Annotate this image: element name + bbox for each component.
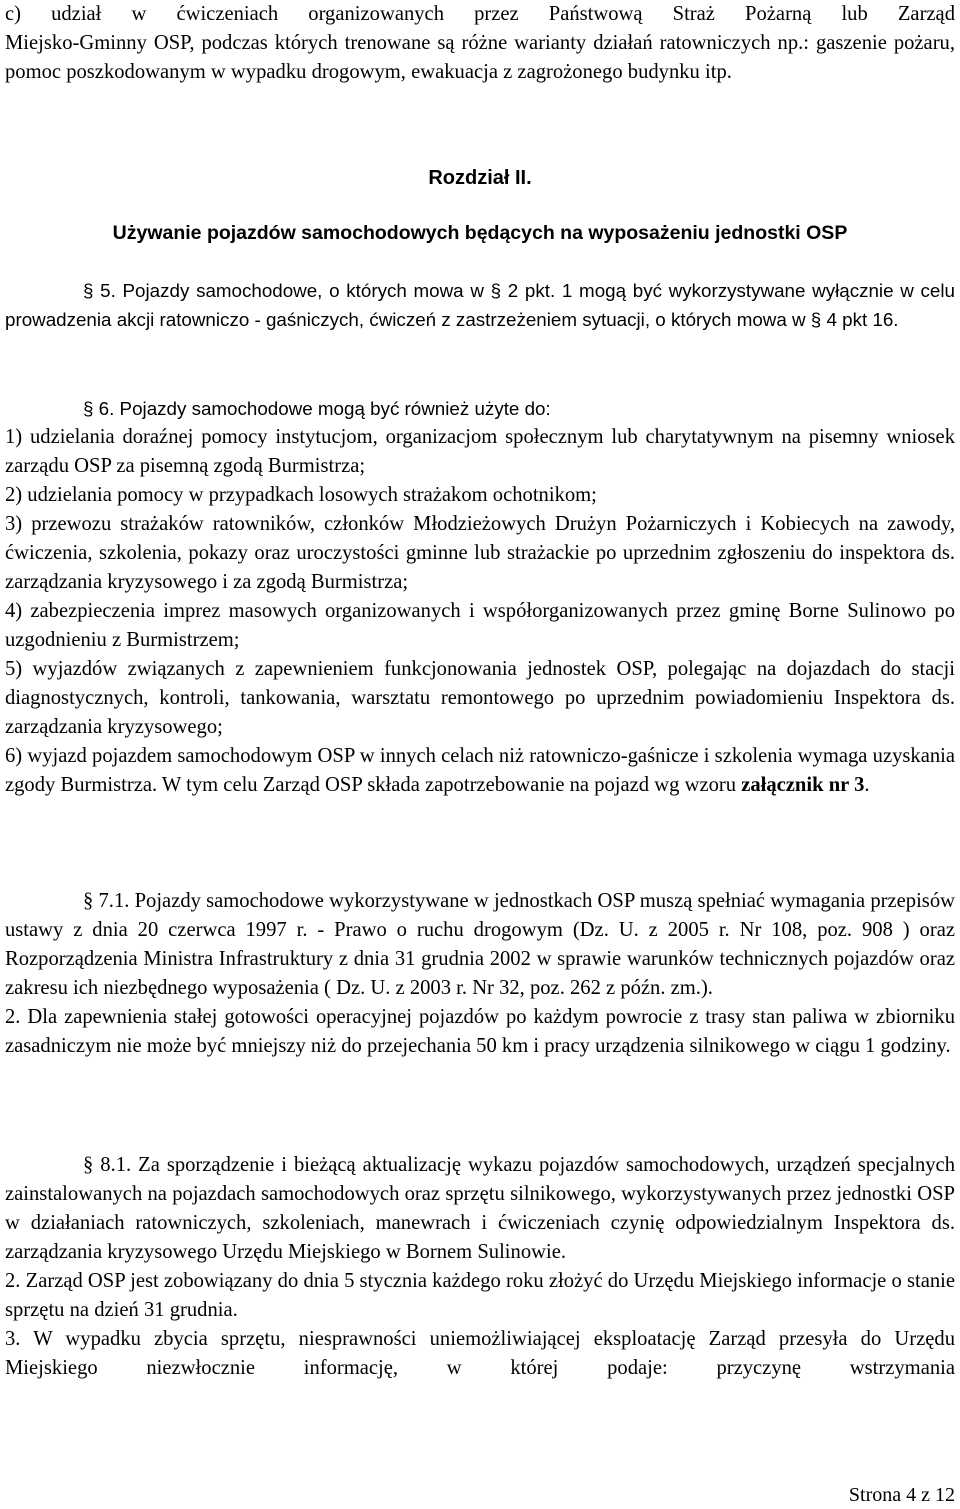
page-number: Strona 4 z 12 (848, 1484, 955, 1506)
section-6-item-3: 3) przewozu strażaków ratowników, członków Młodzieżowych Drużyn Pożarniczych i Kobiecych na zawody, ćwiczenia, szkolenia, pokazy oraz uroczystości gminne lub strażackie po uprzednim zgłoszeniu do inspektora ds. zarządzania kryzysowego i za zgodą Burmistrza; (5, 513, 955, 593)
section-7-point-1: § 7.1. Pojazdy samochodowe wykorzystywane w jednostkach OSP muszą spełniać wymagania przepisów ustawy z dnia 20 czerwca 1997 r. - Prawo o ruchu drogowym (Dz. U. z 2005 r. Nr 108, poz. 908 ) oraz Rozporządzenia Ministra Infrastruktury z dnia 31 grudnia 2002 w sprawie warunków technicznych pojazdów oraz zakresu ich niezbędnego wyposażenia ( Dz. U. z 2003 r. Nr 32, poz. 262 z późn. zm.). (5, 890, 955, 999)
section-6-lead: § 6. Pojazdy samochodowe mogą być również użyte do: (83, 398, 551, 419)
chapter-title: Rozdział II. (428, 167, 532, 189)
section-6 (5, 394, 955, 800)
section-6-item-1: 1) udzielania doraźnej pomocy instytucjom, organizacjom społecznym lub charytatywnym na pisemny wniosek zarządu OSP za pisemną zgodą Burmistrza; (5, 426, 955, 477)
section-7-point-2: 2. Dla zapewnienia stałej gotowości operacyjnej pojazdów po każdym powrocie z trasy stan paliwa w zbiorniku zasadniczym nie może być mniejszy niż do przejechania 50 km i pracy urządzenia silnikowego w ciągu 1 godziny. (5, 1006, 955, 1057)
intro-line-1: c) udział w ćwiczeniach organizowanych przez Państwową Straż Pożarną lub Zarząd (5, 3, 955, 25)
intro-line-rest: Miejsko-Gminny OSP, podczas których trenowane są różne warianty działań ratowniczych np.: gaszenie pożaru, pomoc poszkodowanym w wypadku drogowym, ewakuacja z zagrożonego budynku itp. (5, 32, 955, 83)
chapter-subtitle: Używanie pojazdów samochodowych będących na wyposażeniu jednostki OSP (112, 222, 848, 244)
section-5 (5, 276, 955, 334)
section-8-point-1: § 8.1. Za sporządzenie i bieżącą aktualizację wykazu pojazdów samochodowych, urządzeń specjalnych zainstalowanych na pojazdach samochodowych oraz sprzętu silnikowego, wykorzystywanych przez jednostki OSP w działaniach ratowniczych, szkoleniach, manewrach i ćwiczeniach czynię odpowiedzialnym Inspektora ds. zarządzania kryzysowego Urzędu Miejskiego w Bornem Sulinowie. (5, 1154, 955, 1263)
document-page (5, 0, 955, 1379)
section-8-point-2: 2. Zarząd OSP jest zobowiązany do dnia 5 stycznia każdego roku złożyć do Urzędu Miejskiego informacje o stanie sprzętu na dzień 31 grudnia. (5, 1270, 955, 1321)
section-6-item-6-end: . (864, 774, 870, 796)
section-8-point-3: 3. W wypadku zbycia sprzętu, niesprawności uniemożliwiającej eksploatację Zarząd przesyła do Urzędu Miejskiego niezwłocznie informację, w której podaje: przyczynę wstrzymania (5, 1328, 955, 1379)
attachment-reference: załącznik nr 3 (741, 774, 865, 796)
section-6-item-6-text: 6) wyjazd pojazdem samochodowym OSP w innych celach niż ratowniczo-gaśnicze i szkolenia wymaga uzyskania zgody Burmistrza. W tym celu Zarząd OSP składa zapotrzebowanie na pojazd wg wzoru (5, 745, 955, 796)
section-8 (5, 1151, 955, 1383)
section-6-item-5: 5) wyjazdów związanych z zapewnieniem funkcjonowania jednostek OSP, polegając na dojazdach do stacji diagnostycznych, kontroli, tankowania, warsztatu remontowego po uprzednim powiadomieniu Inspektora ds. zarządzania kryzysowego; (5, 658, 955, 738)
section-7 (5, 887, 955, 1061)
section-6-item-2: 2) udzielania pomocy w przypadkach losowych strażakom ochotnikom; (5, 484, 597, 506)
section-6-item-4: 4) zabezpieczenia imprez masowych organizowanych i współorganizowanych przez gminę Borne Sulinowo po uzgodnieniu z Burmistrzem; (5, 600, 955, 651)
section-5-text: § 5. Pojazdy samochodowe, o których mowa w § 2 pkt. 1 mogą być wykorzystywane wyłącznie w celu prowadzenia akcji ratowniczo - gaśniczych, ćwiczeń z zastrzeżeniem sytuacji, o których mowa w § 4 pkt 16. (5, 280, 955, 330)
section-6-item-6 (5, 742, 955, 800)
intro-paragraph (5, 0, 955, 87)
